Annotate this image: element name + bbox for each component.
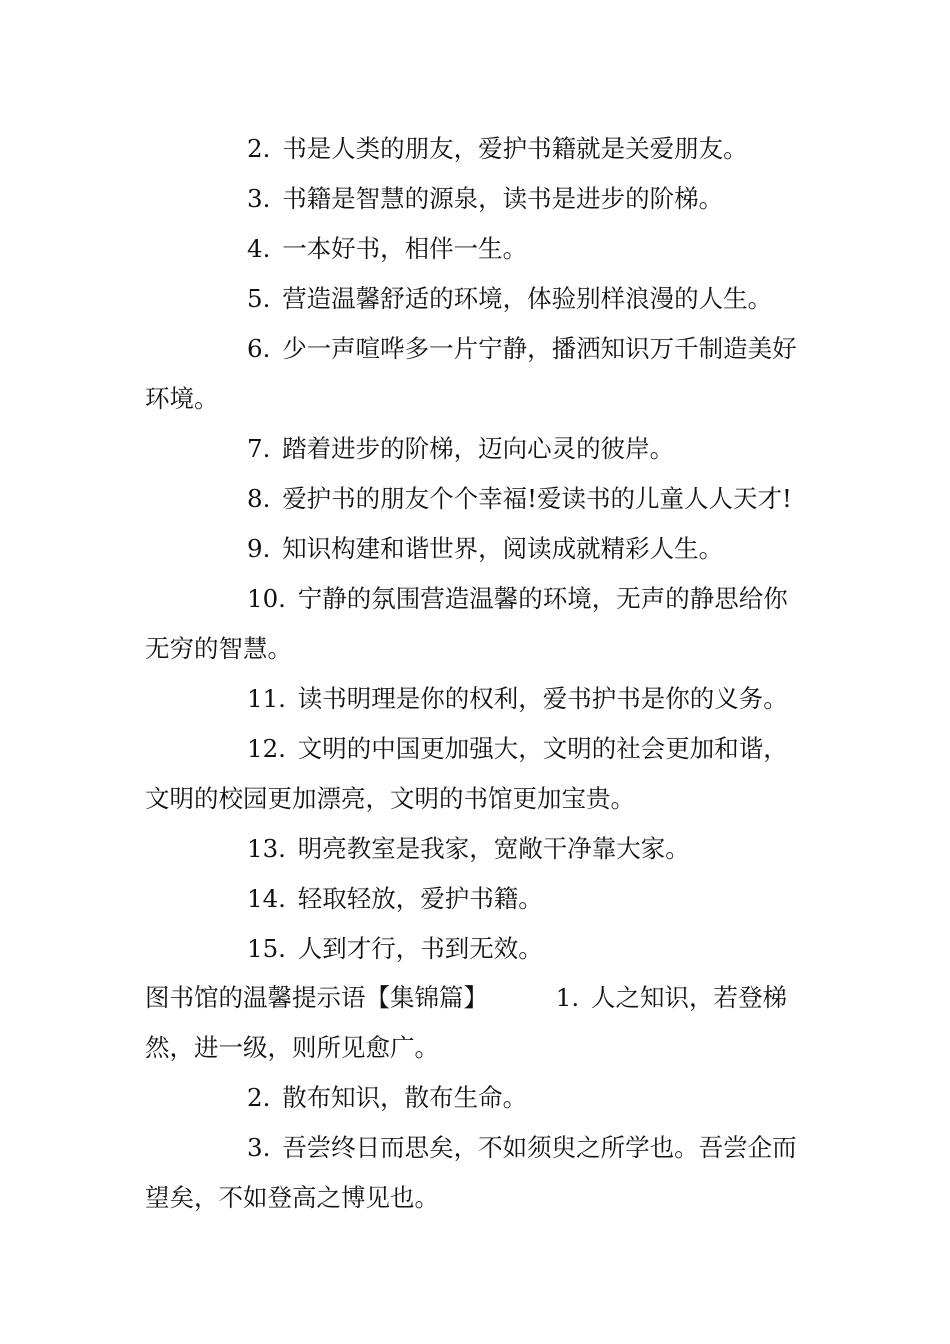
item-number: 13. (247, 834, 286, 863)
item-text: 轻取轻放，爱护书籍。 (297, 884, 543, 913)
item-text: 书是人类的朋友，爱护书籍就是关爱朋友。 (282, 134, 748, 163)
list-item (145, 874, 810, 924)
list-item (145, 324, 810, 424)
item-text: 踏着进步的阶梯，迈向心灵的彼岸。 (282, 434, 675, 463)
item-number: 5. (247, 284, 271, 313)
item-number: 8. (247, 484, 271, 513)
item-number: 4. (247, 234, 271, 263)
list-item (145, 424, 810, 474)
item-number: 3. (247, 184, 271, 213)
item-number: 2. (247, 134, 271, 163)
item-number: 9. (247, 534, 271, 563)
item-text: 人到才行，书到无效。 (297, 934, 543, 963)
list-item (556, 973, 787, 1023)
list-item (145, 574, 810, 674)
item-text: 人之知识，若登梯 (590, 983, 787, 1012)
list-item (145, 674, 810, 724)
item-number: 14. (247, 884, 286, 913)
item-text: 明亮教室是我家，宽敞干净靠大家。 (297, 834, 690, 863)
list-item (145, 524, 810, 574)
item-text: 爱护书的朋友个个幸福!爱读书的儿童人人天才! (282, 484, 792, 513)
list-item (145, 1123, 810, 1223)
item-number: 3. (247, 1133, 271, 1162)
list-item (145, 274, 810, 324)
item-number: 1. (555, 983, 580, 1012)
item-text: 读书明理是你的权利，爱书护书是你的义务。 (297, 684, 788, 713)
item-number: 7. (247, 434, 271, 463)
list-item (145, 724, 810, 824)
list-item (145, 224, 810, 274)
item-text: 书籍是智慧的源泉，读书是进步的阶梯。 (282, 184, 724, 213)
list-item (145, 824, 810, 874)
list-item (145, 124, 810, 174)
item-text: 营造温馨舒适的环境，体验别样浪漫的人生。 (282, 284, 773, 313)
item-text: 一本好书，相伴一生。 (282, 234, 528, 263)
item-number: 11. (247, 684, 286, 713)
item-continuation: 然，进一级，则所见愈广。 (145, 1033, 439, 1062)
list-item (145, 924, 810, 974)
item-number: 2. (247, 1083, 271, 1112)
item-number: 12. (247, 734, 286, 763)
item-number: 6. (247, 334, 271, 363)
item-text: 少一声喧哗多一片宁静，播洒知识万千制造美好环境。 (145, 334, 797, 413)
list-item (145, 1073, 810, 1123)
list-item (145, 174, 810, 224)
item-text: 吾尝终日而思矣，不如须臾之所学也。吾尝企而望矣，不如登高之博见也。 (145, 1133, 797, 1212)
item-text: 文明的中国更加强大，文明的社会更加和谐，文明的校园更加漂亮，文明的书馆更加宝贵。 (145, 734, 788, 813)
section-heading-line (145, 973, 810, 1023)
item-text: 宁静的氛围营造温馨的环境，无声的静思给你无穷的智慧。 (145, 584, 788, 663)
item-text: 散布知识，散布生命。 (282, 1083, 528, 1112)
section-heading: 图书馆的温馨提示语【集锦篇】 (145, 983, 488, 1012)
item-number: 10. (247, 584, 286, 613)
item-text: 知识构建和谐世界，阅读成就精彩人生。 (282, 534, 724, 563)
list-item (145, 474, 810, 524)
item-number: 15. (247, 934, 286, 963)
